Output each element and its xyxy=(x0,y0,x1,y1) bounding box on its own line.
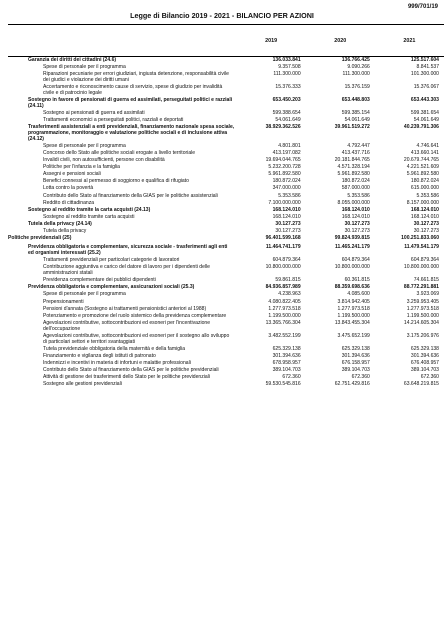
cell-2019: 653.450.203 xyxy=(272,96,301,103)
row-label: Agevolazioni contributive, sottocontribuzioni ed esoneri per il sostegno allo sviluppo di particolari settori e territori svantaggiati xyxy=(43,332,230,345)
row-label: Sostegno ai pensionati di guerra ed assimilati xyxy=(43,109,145,116)
table-row xyxy=(8,299,444,306)
row-label: Contribuzione aggiuntiva e carico del datore di lavoro per i dipendenti delle amministrazioni statali xyxy=(43,264,210,277)
cell-2020: 136.766.425 xyxy=(341,56,370,63)
cell-2019: 59.530.545.816 xyxy=(265,381,301,388)
row-label: Tutela della privacy xyxy=(43,228,87,234)
cell-2019: 5.353.586 xyxy=(278,192,301,199)
cell-2019: 10.800.000.000 xyxy=(265,264,301,271)
cell-2019: 672.360 xyxy=(282,374,301,381)
cell-2020: 653.448.803 xyxy=(341,96,370,103)
cell-2021: 40.239.791.306 xyxy=(403,123,439,130)
cell-2021: 3.175.206.976 xyxy=(406,332,439,339)
cell-2020: 599.385.154 xyxy=(341,109,370,116)
cell-2020: 672.360 xyxy=(351,374,370,381)
cell-2020: 60.361.815 xyxy=(344,277,370,284)
row-label: Trattamenti previdenziali per particolari categorie di lavoratori xyxy=(43,257,180,264)
table-row xyxy=(8,265,444,278)
row-label: Concorso dello Stato alle politiche sociali erogate a livello territoriale xyxy=(43,149,196,156)
row-label: Tutela previdenziale obbligatoria della maternità e della famiglia xyxy=(43,345,186,352)
cell-2019: 15.376.333 xyxy=(275,83,301,90)
column-header-2019: 2019 xyxy=(237,26,306,57)
row-label: Riparazioni pecuniarie per errori giudiziari, ingiusta detenzione, responsabilità civile dei giudici e violazione dei diritti umani xyxy=(43,70,229,83)
cell-2020: 111.300.000 xyxy=(342,70,370,77)
cell-2021: 604.879.364 xyxy=(410,257,439,264)
document-reference: 999/701/19 xyxy=(407,4,438,10)
table-row xyxy=(8,71,444,84)
cell-2021: 389.104.703 xyxy=(410,367,439,374)
row-label: Previdenza obbligatoria e complementare, sicurezza sociale - trasferimenti agli enti ed organismi interessati (25.2) xyxy=(28,244,228,257)
cell-2021: 88.772.291.881 xyxy=(403,284,439,291)
cell-2019: 1.199.500.000 xyxy=(268,312,301,319)
table-row xyxy=(8,320,444,333)
cell-2019: 599.388.654 xyxy=(272,109,301,116)
cell-2020: 3.814.942.405 xyxy=(337,298,370,305)
cell-2020: 676.158.957 xyxy=(341,360,370,367)
cell-2021: 1.277.973.518 xyxy=(406,305,439,312)
cell-2019: 301.394.636 xyxy=(272,352,301,359)
cell-2020: 39.961.519.272 xyxy=(334,123,370,130)
cell-2019: 168.124.010 xyxy=(272,206,301,213)
table-row xyxy=(8,382,444,389)
cell-2019: 38.929.362.526 xyxy=(265,123,301,130)
cell-2021: 301.394.636 xyxy=(410,352,439,359)
cell-2020: 30.127.273 xyxy=(344,220,370,227)
row-label: Agevolazioni contributive, sottocontribuzioni ed esoneri per l'incentivazione dell'occupazione xyxy=(43,319,211,332)
cell-2019: 30.127.273 xyxy=(275,220,301,227)
row-label: Trasferimenti assistenziali a enti previdenziali, finanziamento nazionale spesa sociale, programmazione, monitoraggio e valutazione politiche sociali e di inclusione attiva (24.12) xyxy=(28,123,235,142)
cell-2020: 413.437.716 xyxy=(341,149,370,156)
row-label: Finanziamento e vigilanza degli istituti di patronato xyxy=(43,352,156,359)
cell-2020: 625.329.138 xyxy=(341,345,370,352)
cell-2019: 413.197.082 xyxy=(272,149,301,156)
row-label: Sostegno al reddito tramite carta acquisti xyxy=(43,213,135,220)
cell-2019: 59.861.815 xyxy=(275,277,301,284)
cell-2021: 11.479.541.179 xyxy=(404,244,439,251)
table-row xyxy=(8,186,444,193)
cell-2020: 54.061.649 xyxy=(344,116,370,123)
cell-2021: 101.300.000 xyxy=(410,70,439,77)
column-header-label xyxy=(8,26,237,57)
cell-2019: 678.958.957 xyxy=(272,360,301,367)
row-label: Attività di gestione dei trasferimenti dello Stato per le politiche previdenziali xyxy=(43,374,210,381)
header-rule xyxy=(8,24,444,25)
cell-2019: 54.061.649 xyxy=(275,116,301,123)
cell-2021: 653.443.303 xyxy=(410,96,439,103)
cell-2019: 4.238.963 xyxy=(278,291,301,298)
row-label: Trattamenti economici a perseguitati politici, razziali e deportati xyxy=(43,116,184,123)
table-body xyxy=(8,57,444,389)
page-title: Legge di Bilancio 2019 - 2021 - BILANCIO PER AZIONI xyxy=(130,11,314,20)
row-label: Sostegno al reddito tramite la carta acquisti (24.13) xyxy=(28,206,151,213)
cell-2021: 672.360 xyxy=(420,374,439,381)
row-label: Invalidi civili, non autosufficienti, persone con disabilità xyxy=(43,157,165,164)
cell-2020: 604.879.364 xyxy=(341,257,370,264)
cell-2019: 7.100.000.000 xyxy=(268,199,301,206)
table-row-total xyxy=(8,243,444,258)
cell-2021: 15.376.067 xyxy=(413,83,439,90)
cell-2021: 8.841.537 xyxy=(416,63,439,70)
cell-2019: 180.872.024 xyxy=(272,178,301,185)
cell-2020: 4.085.600 xyxy=(347,291,370,298)
cell-2019: 604.879.364 xyxy=(272,257,301,264)
budget-table xyxy=(8,26,444,389)
cell-2020: 13.843.455.304 xyxy=(334,319,370,326)
row-label: Garanzia dei diritti dei cittadini (24.6) xyxy=(28,56,117,63)
row-label: Indennizzi e incentivi in materia di infortuni e malattie professionali xyxy=(43,360,191,367)
row-label: Lotta contro la povertà xyxy=(43,185,94,192)
cell-2021: 100.251.833.060 xyxy=(401,235,439,242)
cell-2019: 4.080.822.405 xyxy=(268,298,301,305)
cell-2019: 347.000.000 xyxy=(272,185,301,192)
cell-2021: 4.221.521.609 xyxy=(406,164,439,171)
cell-2020: 168.124.010 xyxy=(341,206,370,213)
cell-2020: 10.800.000.000 xyxy=(334,264,370,271)
row-label: Sostegno alle gestioni previdenziali xyxy=(43,381,122,388)
cell-2019: 30.127.273 xyxy=(275,228,301,234)
cell-2021: 3.923.069 xyxy=(416,291,439,298)
cell-2020: 587.000.000 xyxy=(341,185,370,192)
cell-2019: 11.464.741.179 xyxy=(265,244,301,251)
row-label: Spese di personale per il programma xyxy=(43,63,126,70)
cell-2020: 5.353.586 xyxy=(347,192,370,199)
row-label: Politiche previdenziali (25) xyxy=(8,235,72,242)
cell-2020: 99.824.939.815 xyxy=(334,235,370,242)
cell-2021: 74.661.815 xyxy=(413,277,439,284)
cell-2019: 9.357.508 xyxy=(278,63,301,70)
table-row-total xyxy=(8,124,444,143)
cell-2021: 3.259.953.405 xyxy=(406,298,439,305)
table-row xyxy=(8,228,444,235)
cell-2021: 5.353.586 xyxy=(416,192,439,199)
cell-2019: 84.936.857.989 xyxy=(265,284,301,291)
cell-2020: 8.055.000.000 xyxy=(337,199,370,206)
cell-2021: 54.061.649 xyxy=(413,116,439,123)
row-label: Previdenza complementare dei pubblici dipendenti xyxy=(43,277,156,284)
cell-2019: 13.365.766.304 xyxy=(265,319,301,326)
cell-2019: 111.300.000 xyxy=(273,70,301,77)
cell-2021: 599.381.654 xyxy=(410,109,439,116)
cell-2020: 9.090.266 xyxy=(347,63,370,70)
cell-2021: 615.000.000 xyxy=(410,185,439,192)
cell-2020: 3.475.652.199 xyxy=(337,332,370,339)
column-header-2021: 2021 xyxy=(375,26,444,57)
cell-2020: 4.792.447 xyxy=(347,142,370,149)
row-label: Spese di personale per il programma xyxy=(43,291,126,298)
row-label: Politiche per l'infanzia e la famiglia xyxy=(43,164,120,171)
table-row xyxy=(8,333,444,346)
row-label: Pensioni d'annata (Sostegno ai trattamenti pensionistici anteriori al 1988) xyxy=(43,305,207,312)
cell-2019: 19.694.044.765 xyxy=(265,157,301,164)
row-label: Reddito di cittadinanza xyxy=(43,199,95,206)
cell-2021: 180.872.024 xyxy=(410,178,439,185)
row-label: Previdenza obbligatoria e complementare, assicurazioni sociali (25.3) xyxy=(28,284,195,291)
cell-2019: 389.104.703 xyxy=(272,367,301,374)
row-label: Spese di personale per il programma xyxy=(43,142,126,149)
cell-2021: 20.679.744.765 xyxy=(403,157,439,164)
cell-2021: 1.199.500.000 xyxy=(406,312,439,319)
cell-2021: 14.214.605.304 xyxy=(403,319,439,326)
cell-2019: 1.277.973.518 xyxy=(268,305,301,312)
cell-2020: 389.104.703 xyxy=(341,367,370,374)
cell-2021: 676.408.957 xyxy=(410,360,439,367)
row-label: Assegni e pensioni sociali xyxy=(43,171,101,178)
cell-2019: 3.482.552.199 xyxy=(268,332,301,339)
cell-2020: 180.872.024 xyxy=(341,178,370,185)
cell-2019: 136.033.841 xyxy=(272,56,301,63)
table-row-total xyxy=(8,57,444,65)
cell-2021: 168.124.010 xyxy=(410,213,439,220)
column-header-2020: 2020 xyxy=(306,26,375,57)
cell-2021: 10.800.000.000 xyxy=(403,264,439,271)
cell-2020: 88.359.698.636 xyxy=(334,284,370,291)
table-row xyxy=(8,84,444,97)
cell-2020: 15.376.159 xyxy=(344,83,370,90)
table-row xyxy=(8,193,444,200)
cell-2020: 1.277.973.518 xyxy=(337,305,370,312)
cell-2020: 4.571.328.194 xyxy=(337,164,370,171)
row-label: Contributo dello Stato al finanziamento della GIAS per le politiche assistenziali xyxy=(43,192,218,199)
cell-2021: 625.329.138 xyxy=(410,345,439,352)
cell-2021: 63.648.219.815 xyxy=(403,381,439,388)
cell-2021: 168.124.010 xyxy=(410,206,439,213)
row-label: Benefici connessi al permesso di soggiorno e qualifica di rifugiato xyxy=(43,178,189,185)
table-row xyxy=(8,292,444,299)
row-label: Tutela della privacy (24.14) xyxy=(28,220,92,227)
table-row-total xyxy=(8,97,444,110)
cell-2021: 30.127.273 xyxy=(413,228,439,234)
cell-2019: 4.801.801 xyxy=(278,142,301,149)
cell-2019: 5.961.892.580 xyxy=(268,171,301,178)
row-label: Contributo dello Stato al finanziamento della GIAS per le politiche previdenziali xyxy=(43,367,219,374)
cell-2020: 5.961.892.580 xyxy=(337,171,370,178)
row-label: Accertamento e riconoscimento cause di servizio, spese di giudizio per invalidità civile e di patrocinio legale xyxy=(43,83,223,96)
cell-2020: 62.751.429.816 xyxy=(334,381,370,388)
cell-2020: 168.124.010 xyxy=(341,213,370,220)
cell-2020: 301.394.636 xyxy=(341,352,370,359)
row-label: Prepensionamenti xyxy=(43,298,84,305)
cell-2020: 20.181.844.765 xyxy=(334,157,370,164)
row-label: Potenziamento e promozione del ruolo sistemico della previdenza complementare xyxy=(43,312,227,319)
cell-2020: 30.127.273 xyxy=(344,228,370,234)
cell-2021: 8.157.000.000 xyxy=(406,199,439,206)
cell-2021: 125.517.604 xyxy=(410,56,439,63)
cell-2020: 11.465.241.179 xyxy=(335,244,370,251)
cell-2019: 625.329.138 xyxy=(272,345,301,352)
cell-2019: 96.401.599.168 xyxy=(265,235,301,242)
cell-2021: 5.961.892.580 xyxy=(406,171,439,178)
cell-2020: 1.199.500.000 xyxy=(337,312,370,319)
cell-2021: 413.660.141 xyxy=(410,149,439,156)
cell-2021: 4.746.641 xyxy=(416,142,439,149)
cell-2021: 30.127.273 xyxy=(413,220,439,227)
row-label: Sostegno in favore di pensionati di guerra ed assimilati, perseguitati politici e razziali (24.11) xyxy=(28,96,233,109)
cell-2019: 5.232.200.728 xyxy=(268,164,301,171)
cell-2019: 168.124.010 xyxy=(272,213,301,220)
table-row-total xyxy=(8,236,444,243)
table-header-row xyxy=(8,26,444,57)
